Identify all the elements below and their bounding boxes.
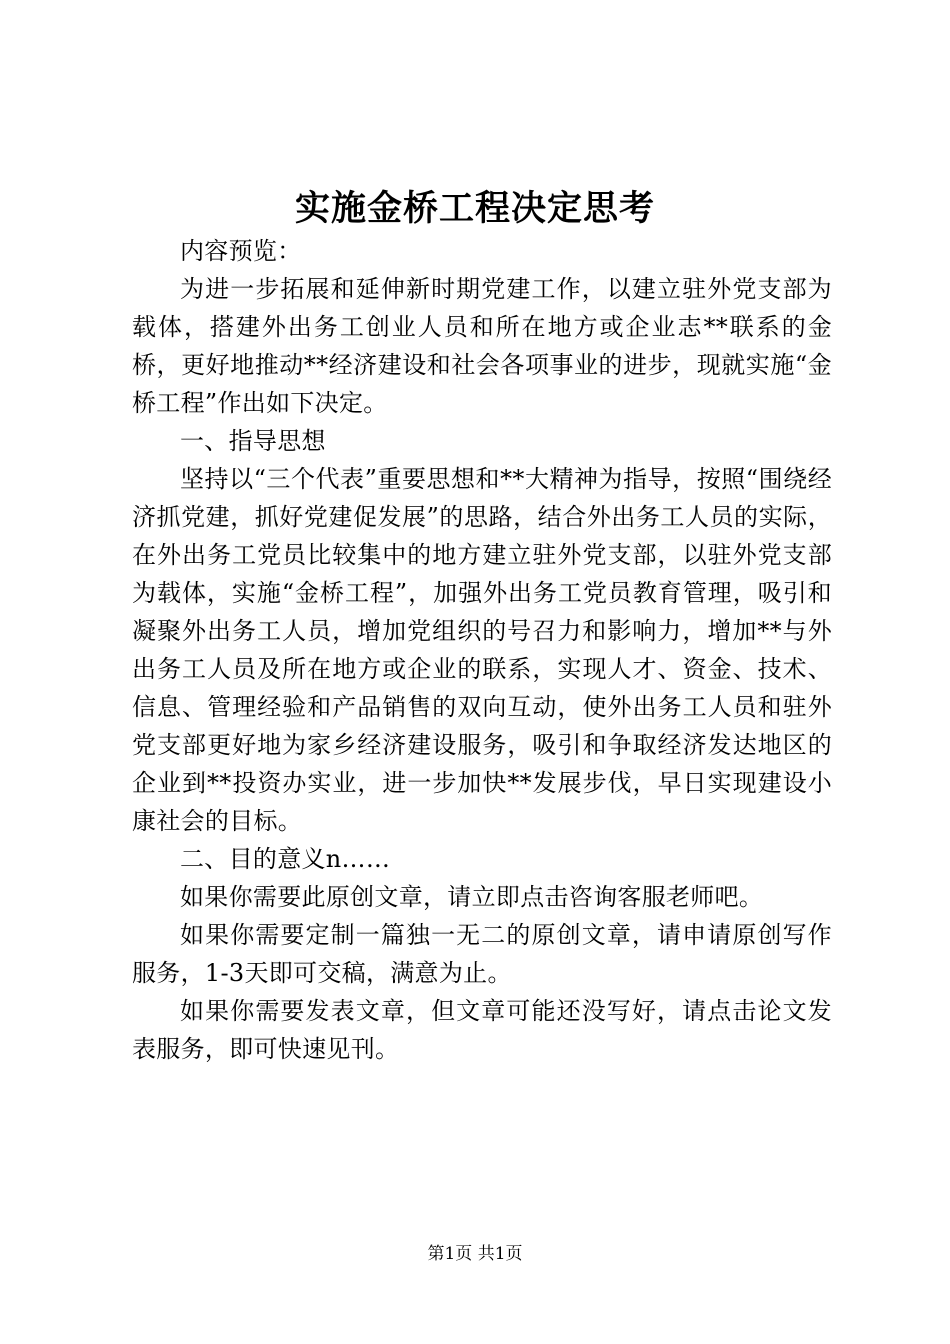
- document-body: [132, 232, 832, 1068]
- custom-writing-paragraph: 如果你需要定制一篇独一无二的原创文章，请申请原创写作服务，1-3天即可交稿，满意为止。: [132, 921, 832, 987]
- publishing-paragraph: 如果你需要发表文章，但文章可能还没写好，请点击论文发表服务，即可快速见刊。: [132, 997, 832, 1063]
- section-heading-purpose: 二、目的意义n……: [180, 845, 391, 873]
- preview-label: 内容预览：: [180, 237, 302, 265]
- guiding-ideology-paragraph: 坚持以“三个代表”重要思想和**大精神为指导，按照“围绕经济抓党建，抓好党建促发展”的思路，结合外出务工人员的实际，在外出务工党员比较集中的地方建立驻外党支部，以驻外党支部为载体，实施“金桥工程”，加强外出务工党员教育管理，吸引和凝聚外出务工人员，增加党组织的号召力和影响力，增加**与外出务工人员及所在地方或企业的联系，实现人才、资金、技术、信息、管理经验和产品销售的双向互动，使外出务工人员和驻外党支部更好地为家乡经济建设服务，吸引和争取经济发达地区的企业到**投资办实业，进一步加快**发展步伐，早日实现建设小康社会的目标。: [132, 465, 832, 835]
- consult-paragraph: 如果你需要此原创文章，请立即点击咨询客服老师吧。: [180, 883, 764, 911]
- page-footer: 第1页 共1页: [427, 1244, 523, 1264]
- document-title: 实施金桥工程决定思考: [294, 188, 655, 229]
- section-heading-guiding-ideology: 一、指导思想: [180, 427, 326, 455]
- intro-paragraph: 为进一步拓展和延伸新时期党建工作，以建立驻外党支部为载体，搭建外出务工创业人员和所在地方或企业志**联系的金桥，更好地推动**经济建设和社会各项事业的进步，现就实施“金桥工程”作出如下决定。: [132, 275, 832, 417]
